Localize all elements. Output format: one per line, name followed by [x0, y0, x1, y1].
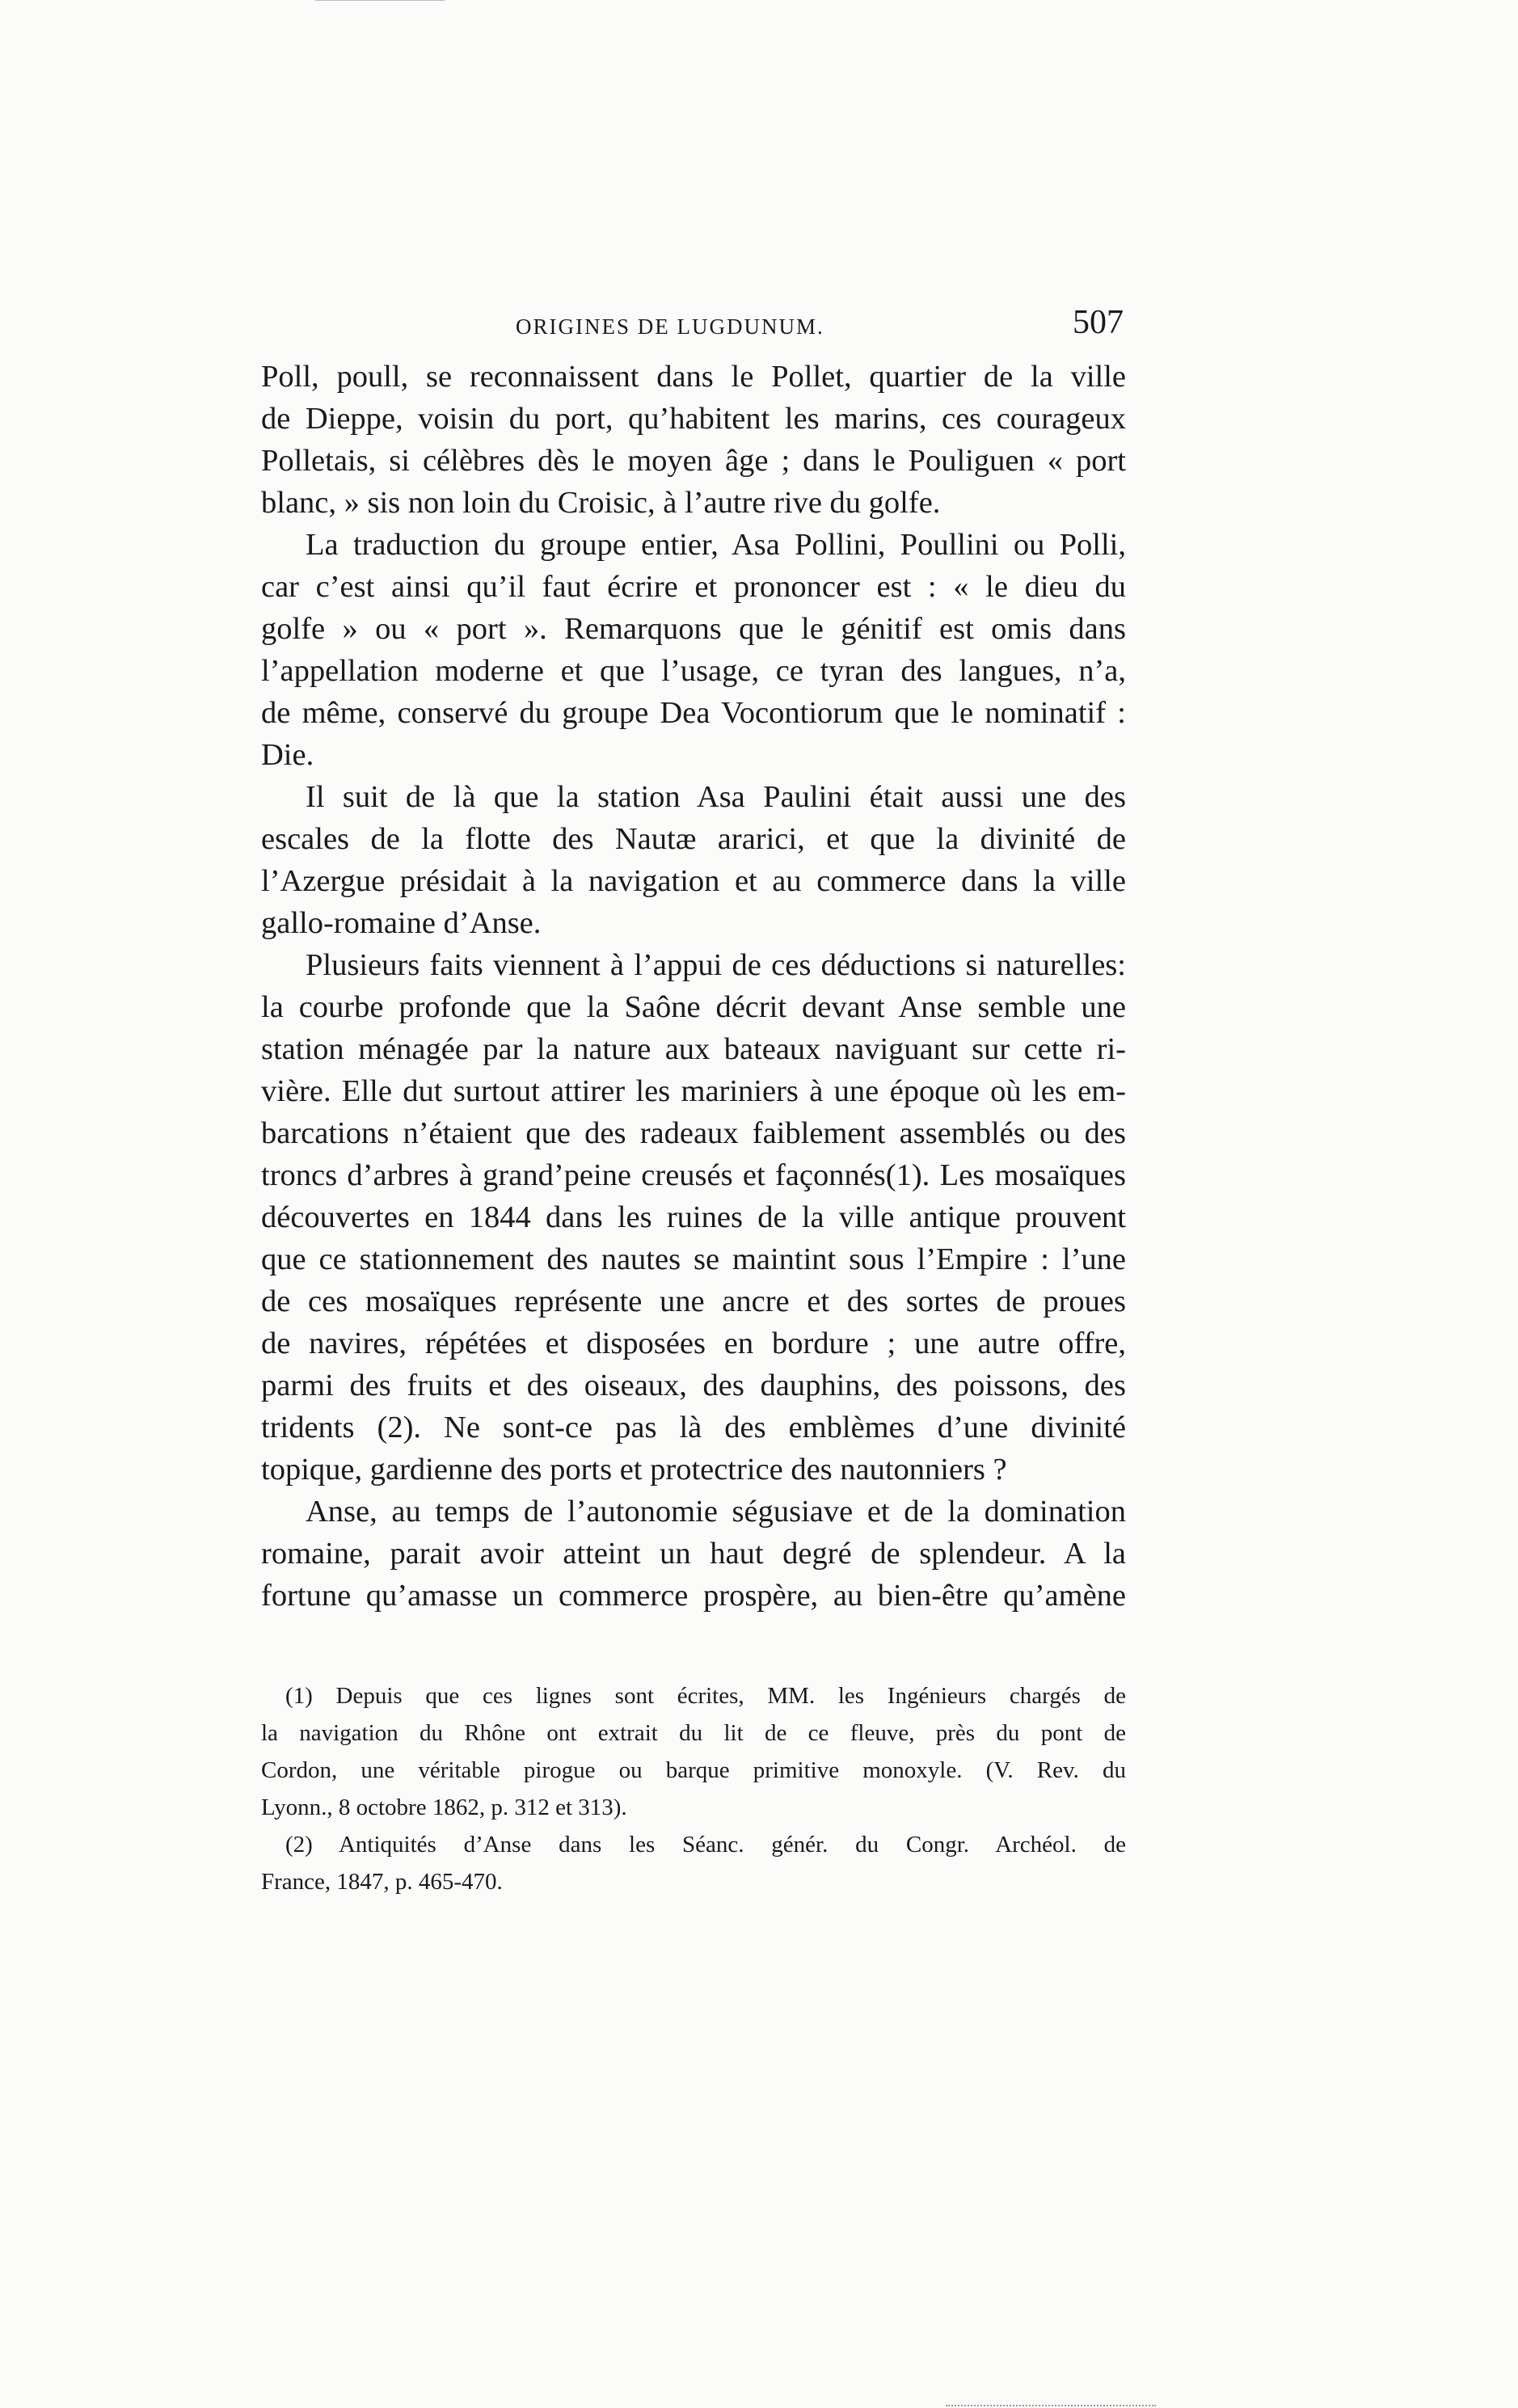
body-line: barcations n’étaient que des radeaux faiblement assemblés ou des	[261, 1116, 1126, 1150]
body-line: découvertes en 1844 dans les ruines de la ville antique prouvent	[261, 1200, 1126, 1234]
body-line: blanc, » sis non loin du Croisic, à l’autre rive du golfe.	[261, 486, 941, 520]
body-line: troncs d’arbres à grand’peine creusés et façonnés(1). Les mosaïques	[261, 1158, 1126, 1192]
body-line: de même, conservé du groupe Dea Vocontiorum que le nominatif :	[261, 696, 1126, 730]
body-line: romaine, parait avoir atteint un haut degré de splendeur. A la	[261, 1537, 1126, 1571]
body-line: de navires, répétées et disposées en bordure ; une autre offre,	[261, 1326, 1126, 1360]
body-line: Die.	[261, 738, 314, 772]
body-line: fortune qu’amasse un commerce prospère, au bien-être qu’amène	[261, 1579, 1126, 1613]
body-line: Il suit de là que la station Asa Paulini était aussi une des	[306, 780, 1126, 814]
body-line: station ménagée par la nature aux bateaux naviguant sur cette ri-	[261, 1032, 1126, 1066]
page-header	[501, 303, 1124, 352]
scan-edge-mark	[315, 0, 445, 1]
body-line: Poll, poull, se reconnaissent dans le Pollet, quartier de la ville	[261, 360, 1126, 394]
body-line: tridents (2). Ne sont-ce pas là des emblèmes d’une divinité	[261, 1411, 1126, 1444]
body-line: La traduction du groupe entier, Asa Pollini, Poullini ou Polli,	[306, 528, 1126, 562]
running-title: ORIGINES DE LUGDUNUM.	[516, 314, 824, 339]
footnote-line: la navigation du Rhône ont extrait du lit de ce fleuve, près du pont de	[261, 1720, 1126, 1746]
footnote-line: France, 1847, p. 465-470.	[261, 1869, 503, 1895]
body-line: Anse, au temps de l’autonomie ségusiave et de la domination	[306, 1495, 1126, 1529]
body-line: Polletais, si célèbres dès le moyen âge ; dans le Pouliguen « port	[261, 444, 1126, 478]
body-line: topique, gardienne des ports et protectrice des nautonniers ?	[261, 1453, 1007, 1487]
body-line: parmi des fruits et des oiseaux, des dauphins, des poissons, des	[261, 1368, 1126, 1402]
scan-edge-mark	[946, 2405, 1156, 2406]
page-number: 507	[1073, 304, 1124, 341]
body-line: de ces mosaïques représente une ancre et des sortes de proues	[261, 1284, 1126, 1318]
footnote-line: (1) Depuis que ces lignes sont écrites, MM. les Ingénieurs chargés de	[285, 1683, 1126, 1709]
body-line: de Dieppe, voisin du port, qu’habitent les marins, ces courageux	[261, 402, 1126, 436]
footnotes	[261, 1677, 1126, 1900]
body-text	[261, 356, 1126, 1617]
body-line: que ce stationnement des nautes se maintint sous l’Empire : l’une	[261, 1242, 1126, 1276]
body-line: escales de la flotte des Nautæ ararici, et que la divinité de	[261, 822, 1126, 856]
body-line: gallo-romaine d’Anse.	[261, 906, 542, 940]
body-line: car c’est ainsi qu’il faut écrire et prononcer est : « le dieu du	[261, 570, 1126, 604]
footnote-line: Cordon, une véritable pirogue ou barque primitive monoxyle. (V. Rev. du	[261, 1757, 1126, 1783]
body-line: vière. Elle dut surtout attirer les mariniers à une époque où les em-	[261, 1074, 1126, 1108]
body-line: l’Azergue présidait à la navigation et au commerce dans la ville	[261, 864, 1126, 898]
body-line: Plusieurs faits viennent à l’appui de ces déductions si naturelles:	[306, 948, 1126, 982]
body-line: l’appellation moderne et que l’usage, ce tyran des langues, n’a,	[261, 654, 1126, 688]
footnote-line: Lyonn., 8 octobre 1862, p. 312 et 313).	[261, 1794, 627, 1820]
body-line: golfe » ou « port ». Remarquons que le génitif est omis dans	[261, 612, 1126, 646]
body-line: la courbe profonde que la Saône décrit devant Anse semble une	[261, 990, 1126, 1024]
footnote-line: (2) Antiquités d’Anse dans les Séanc. génér. du Congr. Archéol. de	[285, 1832, 1126, 1858]
